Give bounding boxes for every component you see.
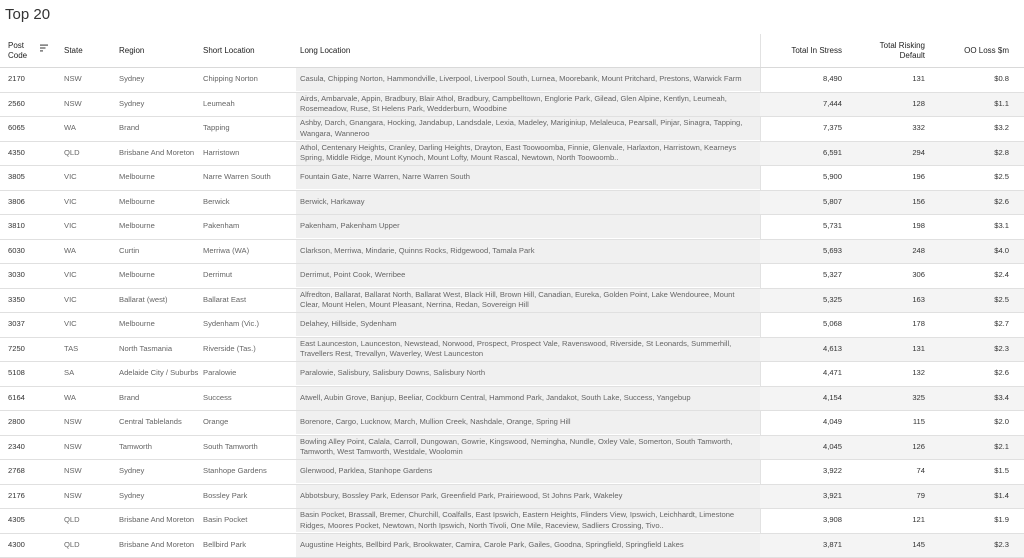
cell-region: Curtin: [119, 240, 199, 263]
table-header: [0, 34, 1024, 68]
header-long-location[interactable]: Long Location: [300, 34, 500, 67]
table-row[interactable]: [0, 142, 1024, 167]
header-short-location[interactable]: Short Location: [203, 34, 293, 67]
cell-state: NSW: [64, 68, 114, 91]
cell-short-location: Tapping: [203, 117, 293, 140]
cell-total-risking-default: 74: [850, 460, 925, 483]
table-row[interactable]: [0, 215, 1024, 240]
cell-region: Sydney: [119, 93, 199, 116]
cell-total-risking-default: 163: [850, 289, 925, 312]
cell-long-location: Athol, Centenary Heights, Cranley, Darling Heights, Drayton, East Toowoomba, Finnie, Glenvale, Harlaxton, Harristown, Kearneys Spring, Middle Ridge, Mount Kynoch, Mount Lofty, Mount Rascal, Newtown, North Toowoomb..: [300, 142, 756, 165]
cell-postcode: 2768: [8, 460, 56, 483]
cell-oo-loss: $2.6: [935, 362, 1009, 385]
cell-state: NSW: [64, 485, 114, 508]
cell-oo-loss: $3.4: [935, 387, 1009, 410]
cell-total-in-stress: 3,922: [760, 460, 842, 483]
cell-state: WA: [64, 117, 114, 140]
cell-total-risking-default: 131: [850, 68, 925, 91]
table-row[interactable]: [0, 93, 1024, 118]
cell-short-location: Narre Warren South: [203, 166, 293, 189]
header-postcode[interactable]: Post Code: [8, 34, 38, 67]
cell-short-location: Leumeah: [203, 93, 293, 116]
cell-postcode: 5108: [8, 362, 56, 385]
cell-short-location: Pakenham: [203, 215, 293, 238]
cell-total-risking-default: 306: [850, 264, 925, 287]
top20-table: [0, 34, 1024, 558]
cell-total-in-stress: 5,807: [760, 191, 842, 214]
table-row[interactable]: [0, 362, 1024, 387]
cell-oo-loss: $0.8: [935, 68, 1009, 91]
cell-short-location: Merriwa (WA): [203, 240, 293, 263]
cell-short-location: Basin Pocket: [203, 509, 293, 532]
cell-region: Melbourne: [119, 264, 199, 287]
cell-region: Melbourne: [119, 313, 199, 336]
cell-postcode: 4305: [8, 509, 56, 532]
cell-region: Brisbane And Moreton: [119, 534, 199, 557]
cell-total-risking-default: 196: [850, 166, 925, 189]
cell-total-in-stress: 5,068: [760, 313, 842, 336]
cell-total-in-stress: 5,731: [760, 215, 842, 238]
cell-total-in-stress: 4,049: [760, 411, 842, 434]
cell-total-risking-default: 79: [850, 485, 925, 508]
cell-postcode: 3037: [8, 313, 56, 336]
cell-state: QLD: [64, 509, 114, 532]
table-row[interactable]: [0, 387, 1024, 412]
cell-short-location: Stanhope Gardens: [203, 460, 293, 483]
cell-oo-loss: $2.5: [935, 166, 1009, 189]
cell-oo-loss: $2.8: [935, 142, 1009, 165]
cell-long-location: Fountain Gate, Narre Warren, Narre Warren South: [300, 166, 756, 189]
header-total-risking-default[interactable]: Total Risking Default: [850, 34, 925, 67]
table-row[interactable]: [0, 436, 1024, 461]
cell-postcode: 3810: [8, 215, 56, 238]
sheet-title: Top 20: [5, 6, 50, 23]
cell-long-location: Abbotsbury, Bossley Park, Edensor Park, Greenfield Park, Prairiewood, St Johns Park, Wakeley: [300, 485, 756, 508]
cell-oo-loss: $2.5: [935, 289, 1009, 312]
table-row[interactable]: [0, 68, 1024, 93]
cell-postcode: 6030: [8, 240, 56, 263]
cell-postcode: 3350: [8, 289, 56, 312]
cell-total-in-stress: 4,613: [760, 338, 842, 361]
cell-postcode: 3805: [8, 166, 56, 189]
cell-region: Central Tablelands: [119, 411, 199, 434]
cell-region: Brand: [119, 117, 199, 140]
cell-postcode: 7250: [8, 338, 56, 361]
cell-state: VIC: [64, 215, 114, 238]
table-row[interactable]: [0, 289, 1024, 314]
cell-state: NSW: [64, 93, 114, 116]
cell-short-location: Paralowie: [203, 362, 293, 385]
cell-postcode: 2170: [8, 68, 56, 91]
cell-long-location: Clarkson, Merriwa, Mindarie, Quinns Rocks, Ridgewood, Tamala Park: [300, 240, 756, 263]
cell-total-risking-default: 115: [850, 411, 925, 434]
cell-short-location: South Tamworth: [203, 436, 293, 459]
cell-total-in-stress: 5,693: [760, 240, 842, 263]
cell-oo-loss: $4.0: [935, 240, 1009, 263]
header-region[interactable]: Region: [119, 34, 199, 67]
cell-oo-loss: $1.5: [935, 460, 1009, 483]
cell-total-risking-default: 121: [850, 509, 925, 532]
cell-region: Sydney: [119, 460, 199, 483]
cell-total-risking-default: 145: [850, 534, 925, 557]
cell-region: North Tasmania: [119, 338, 199, 361]
cell-long-location: Glenwood, Parklea, Stanhope Gardens: [300, 460, 756, 483]
cell-state: QLD: [64, 534, 114, 557]
cell-state: NSW: [64, 460, 114, 483]
cell-total-in-stress: 5,327: [760, 264, 842, 287]
header-oo-loss[interactable]: OO Loss $m: [935, 34, 1009, 67]
table-row[interactable]: [0, 117, 1024, 142]
cell-oo-loss: $1.9: [935, 509, 1009, 532]
cell-oo-loss: $2.7: [935, 313, 1009, 336]
cell-postcode: 2340: [8, 436, 56, 459]
cell-state: TAS: [64, 338, 114, 361]
cell-short-location: Bellbird Park: [203, 534, 293, 557]
cell-total-risking-default: 332: [850, 117, 925, 140]
cell-oo-loss: $2.4: [935, 264, 1009, 287]
cell-long-location: Delahey, Hillside, Sydenham: [300, 313, 756, 336]
cell-state: VIC: [64, 313, 114, 336]
cell-region: Brisbane And Moreton: [119, 509, 199, 532]
cell-state: NSW: [64, 436, 114, 459]
cell-total-risking-default: 198: [850, 215, 925, 238]
cell-total-risking-default: 248: [850, 240, 925, 263]
table-body: [0, 68, 1024, 558]
cell-short-location: Bossley Park: [203, 485, 293, 508]
cell-oo-loss: $3.1: [935, 215, 1009, 238]
table-row[interactable]: [0, 411, 1024, 436]
cell-total-in-stress: 5,325: [760, 289, 842, 312]
cell-long-location: Ashby, Darch, Gnangara, Hocking, Jandabup, Landsdale, Lexia, Madeley, Mariginiup, Melaleuca, Pearsall, Pinjar, Sinagra, Tapping, Wangara, Wanneroo: [300, 117, 756, 140]
cell-region: Sydney: [119, 68, 199, 91]
cell-oo-loss: $2.6: [935, 191, 1009, 214]
cell-region: Ballarat (west): [119, 289, 199, 312]
cell-total-in-stress: 3,908: [760, 509, 842, 532]
cell-short-location: Harristown: [203, 142, 293, 165]
cell-total-risking-default: 126: [850, 436, 925, 459]
cell-total-risking-default: 294: [850, 142, 925, 165]
cell-short-location: Ballarat East: [203, 289, 293, 312]
cell-region: Brisbane And Moreton: [119, 142, 199, 165]
cell-state: QLD: [64, 142, 114, 165]
cell-long-location: Berwick, Harkaway: [300, 191, 756, 214]
cell-long-location: Bowling Alley Point, Calala, Carroll, Dungowan, Gowrie, Kingswood, Nemingha, Nundle, Oxley Vale, Somerton, South Tamworth, Tamworth, West Tamworth, Westdale, Woolomin: [300, 436, 756, 459]
cell-postcode: 2560: [8, 93, 56, 116]
cell-total-in-stress: 7,375: [760, 117, 842, 140]
cell-total-risking-default: 178: [850, 313, 925, 336]
cell-state: WA: [64, 240, 114, 263]
cell-state: VIC: [64, 289, 114, 312]
cell-total-in-stress: 8,490: [760, 68, 842, 91]
cell-region: Melbourne: [119, 215, 199, 238]
cell-postcode: 6065: [8, 117, 56, 140]
cell-total-in-stress: 5,900: [760, 166, 842, 189]
cell-postcode: 2176: [8, 485, 56, 508]
cell-oo-loss: $3.2: [935, 117, 1009, 140]
cell-region: Tamworth: [119, 436, 199, 459]
cell-short-location: Success: [203, 387, 293, 410]
table-row[interactable]: [0, 338, 1024, 363]
cell-long-location: Borenore, Cargo, Lucknow, March, Mullion Creek, Nashdale, Orange, Spring Hill: [300, 411, 756, 434]
cell-oo-loss: $1.4: [935, 485, 1009, 508]
table-row[interactable]: [0, 509, 1024, 534]
cell-region: Sydney: [119, 485, 199, 508]
cell-long-location: Basin Pocket, Brassall, Bremer, Churchill, Coalfalls, East Ipswich, Eastern Heights, Flinders View, Ipswich, Leichhardt, Limestone Ridges, Moores Pocket, Newtown, North Ipswich, North Tivoli, One Mile, Raceview, Sadliers Crossing, Tivo..: [300, 509, 756, 532]
cell-short-location: Chipping Norton: [203, 68, 293, 91]
cell-postcode: 4300: [8, 534, 56, 557]
cell-long-location: East Launceston, Launceston, Newstead, Norwood, Prospect, Prospect Vale, Ravenswood, Riverside, St Leonards, Summerhill, Travellers Rest, Trevallyn, Waverley, West Launceston: [300, 338, 756, 361]
cell-total-in-stress: 4,154: [760, 387, 842, 410]
cell-oo-loss: $2.1: [935, 436, 1009, 459]
table-row[interactable]: [0, 460, 1024, 485]
cell-short-location: Berwick: [203, 191, 293, 214]
cell-state: VIC: [64, 191, 114, 214]
cell-total-in-stress: 4,471: [760, 362, 842, 385]
cell-total-risking-default: 128: [850, 93, 925, 116]
cell-total-risking-default: 156: [850, 191, 925, 214]
table-row[interactable]: [0, 485, 1024, 510]
cell-region: Melbourne: [119, 166, 199, 189]
cell-total-in-stress: 3,871: [760, 534, 842, 557]
cell-oo-loss: $2.0: [935, 411, 1009, 434]
cell-long-location: Casula, Chipping Norton, Hammondville, Liverpool, Liverpool South, Lurnea, Moorebank, Mount Pritchard, Prestons, Warwick Farm: [300, 68, 756, 91]
cell-postcode: 4350: [8, 142, 56, 165]
cell-oo-loss: $1.1: [935, 93, 1009, 116]
cell-total-in-stress: 3,921: [760, 485, 842, 508]
cell-long-location: Augustine Heights, Bellbird Park, Brookwater, Camira, Carole Park, Gailes, Goodna, Springfield, Springfield Lakes: [300, 534, 756, 557]
table-row[interactable]: [0, 264, 1024, 289]
cell-region: Melbourne: [119, 191, 199, 214]
cell-total-in-stress: 7,444: [760, 93, 842, 116]
table-row[interactable]: [0, 166, 1024, 191]
cell-short-location: Riverside (Tas.): [203, 338, 293, 361]
cell-long-location: Paralowie, Salisbury, Salisbury Downs, Salisbury North: [300, 362, 756, 385]
cell-short-location: Derrimut: [203, 264, 293, 287]
cell-long-location: Alfredton, Ballarat, Ballarat North, Ballarat West, Black Hill, Brown Hill, Canadian, Eureka, Golden Point, Lake Wendouree, Mount Clear, Mount Helen, Mount Pleasant, Nerrina, Redan, Sovereign Hill: [300, 289, 756, 312]
cell-postcode: 3030: [8, 264, 56, 287]
cell-long-location: Atwell, Aubin Grove, Banjup, Beeliar, Cockburn Central, Hammond Park, Jandakot, South Lake, Success, Yangebup: [300, 387, 756, 410]
cell-postcode: 6164: [8, 387, 56, 410]
table-row[interactable]: [0, 313, 1024, 338]
table-row[interactable]: [0, 534, 1024, 558]
cell-state: VIC: [64, 264, 114, 287]
cell-long-location: Derrimut, Point Cook, Werribee: [300, 264, 756, 287]
cell-postcode: 2800: [8, 411, 56, 434]
header-state[interactable]: State: [64, 34, 114, 67]
cell-short-location: Orange: [203, 411, 293, 434]
header-total-in-stress[interactable]: Total In Stress: [760, 34, 842, 67]
cell-state: VIC: [64, 166, 114, 189]
cell-state: NSW: [64, 411, 114, 434]
cell-state: SA: [64, 362, 114, 385]
cell-oo-loss: $2.3: [935, 338, 1009, 361]
cell-region: Adelaide City / Suburbs: [119, 362, 199, 385]
cell-total-in-stress: 6,591: [760, 142, 842, 165]
cell-total-risking-default: 325: [850, 387, 925, 410]
cell-region: Brand: [119, 387, 199, 410]
cell-long-location: Airds, Ambarvale, Appin, Bradbury, Blair Athol, Bradbury, Campbelltown, Englorie Park, Gilead, Glen Alpine, Kentlyn, Leumeah, Rosemeadow, Ruse, St Helens Park, Wedderburn, Woodbine: [300, 93, 756, 116]
cell-total-risking-default: 132: [850, 362, 925, 385]
cell-oo-loss: $2.3: [935, 534, 1009, 557]
cell-total-risking-default: 131: [850, 338, 925, 361]
cell-long-location: Pakenham, Pakenham Upper: [300, 215, 756, 238]
table-row[interactable]: [0, 191, 1024, 216]
cell-state: WA: [64, 387, 114, 410]
sort-icon[interactable]: [40, 44, 48, 52]
cell-total-in-stress: 4,045: [760, 436, 842, 459]
cell-postcode: 3806: [8, 191, 56, 214]
table-row[interactable]: [0, 240, 1024, 265]
cell-short-location: Sydenham (Vic.): [203, 313, 293, 336]
